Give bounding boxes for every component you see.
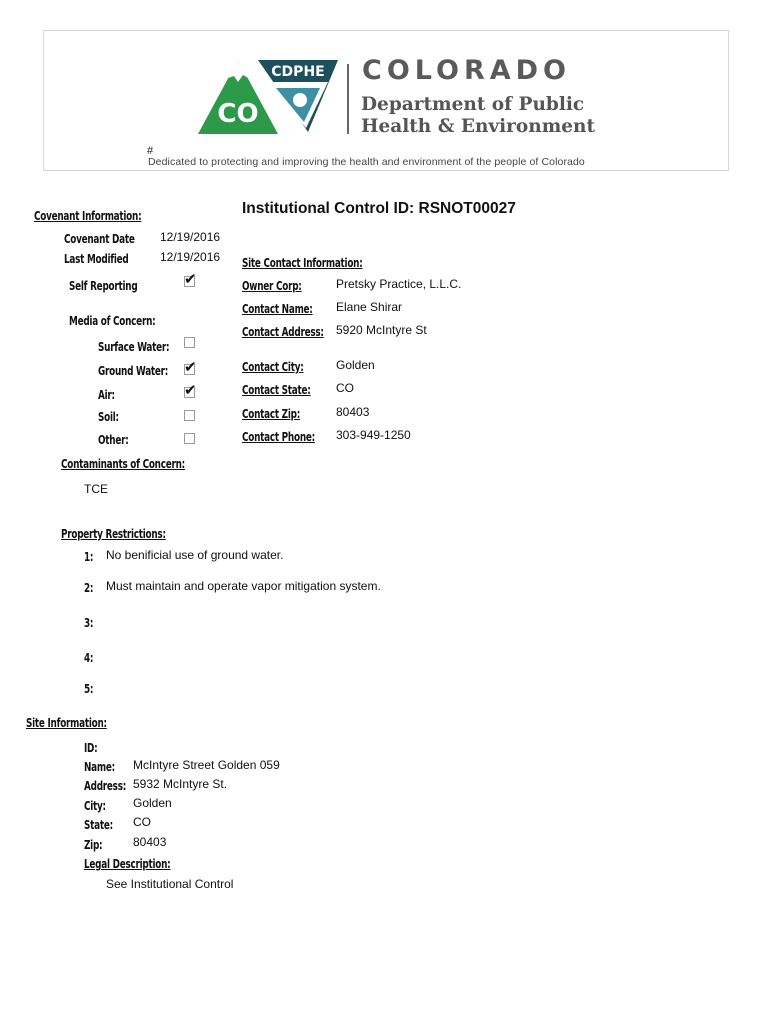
ground-water-label: Ground Water: [98,364,169,378]
site-contact-heading: Site Contact Information: [242,256,363,270]
restriction-num: 2: [84,581,94,595]
contaminants-heading: Contaminants of Concern: [61,457,185,471]
site-address-value: 5932 McIntyre St. [133,777,228,791]
contact-state-value: CO [336,381,354,395]
contact-state-label: Contact State: [242,383,311,397]
restriction-num: 1: [84,550,94,564]
check-icon: ✔ [184,381,197,399]
logo-divider [347,64,349,134]
site-info-heading: Site Information: [26,716,107,730]
owner-corp-label: Owner Corp: [242,279,302,293]
covenant-date-label: Covenant Date [64,232,135,246]
owner-corp-value: Pretsky Practice, L.L.C. [336,277,462,291]
other-label: Other: [98,433,129,447]
media-heading: Media of Concern: [69,314,156,328]
last-modified-value: 12/19/2016 [160,250,221,264]
co-logo-text: CO [217,99,259,129]
site-city-value: Golden [133,796,172,810]
site-name-value: McIntyre Street Golden 059 [133,758,280,772]
site-zip-label: Zip: [84,838,103,852]
restriction-num: 4: [84,651,94,665]
air-label: Air: [98,388,115,402]
self-reporting-label: Self Reporting [69,279,138,293]
cdphe-logo [196,56,342,138]
department-name [361,94,595,138]
restriction-num: 5: [84,682,94,696]
contact-city-label: Contact City: [242,360,304,374]
restriction-text: Must maintain and operate vapor mitigation system. [106,579,381,593]
site-state-label: State: [84,818,113,832]
site-city-label: City: [84,799,106,813]
surface-water-checkbox[interactable] [184,337,195,348]
site-state-value: CO [133,815,151,829]
contact-address-label: Contact Address: [242,325,324,339]
restrictions-heading: Property Restrictions: [61,527,166,541]
soil-checkbox[interactable] [184,410,195,421]
covenant-heading: Covenant Information: [34,209,142,223]
air-checkbox[interactable] [184,381,197,399]
legal-description-label: Legal Description: [84,857,171,871]
soil-label: Soil: [98,410,119,424]
cdphe-badge-text: CDPHE [271,64,325,80]
contact-name-label: Contact Name: [242,302,313,316]
contact-phone-label: Contact Phone: [242,430,315,444]
ground-water-checkbox[interactable] [184,358,197,376]
restriction-num: 3: [84,616,94,630]
contact-phone-value: 303-949-1250 [336,428,411,442]
tagline: Dedicated to protecting and improving the health and environment of the people of Colorado [148,156,585,168]
covenant-date-value: 12/19/2016 [160,230,221,244]
site-address-label: Address: [84,779,127,793]
contact-address-value: 5920 McIntyre St [336,323,427,337]
legal-description-value: See Institutional Control [106,877,234,891]
colorado-wordmark: COLORADO [362,55,572,86]
surface-water-label: Surface Water: [98,340,170,354]
department-line-1: Department of Public [361,94,585,115]
site-zip-value: 80403 [133,835,167,849]
contact-city-value: Golden [336,358,375,372]
contact-zip-label: Contact Zip: [242,407,301,421]
contact-zip-value: 80403 [336,405,370,419]
other-checkbox[interactable] [184,433,195,444]
check-icon: ✔ [184,270,197,288]
contact-name-value: Elane Shirar [336,300,403,314]
check-icon: ✔ [184,358,197,376]
page-title: Institutional Control ID: RSNOT00027 [242,200,516,217]
self-reporting-checkbox[interactable] [184,270,197,288]
last-modified-label: Last Modified [64,252,129,266]
hash-mark: # [147,145,154,157]
contaminants-value: TCE [84,482,108,496]
restriction-text: No benificial use of ground water. [106,548,284,562]
site-id-label: ID: [84,741,98,755]
site-name-label: Name: [84,760,115,774]
department-line-2: Health & Environment [361,116,596,137]
